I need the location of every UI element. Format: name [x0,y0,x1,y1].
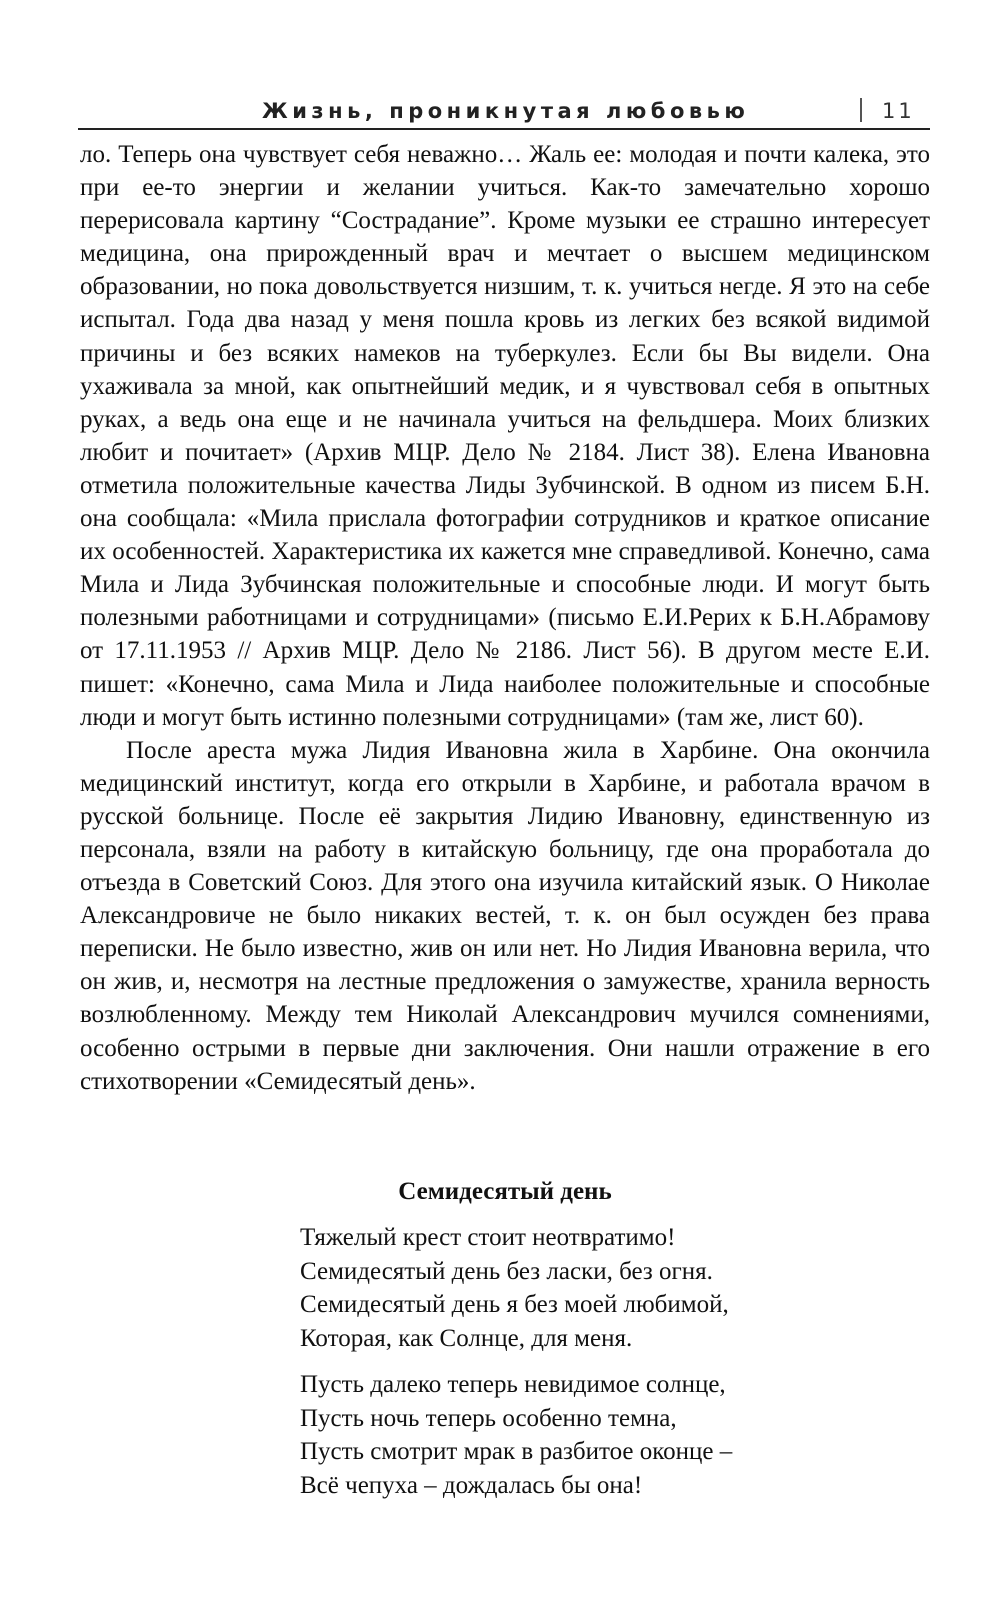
poem-line: Пусть смотрит мрак в разбитое оконце – [300,1438,733,1465]
poem-line: Всё чепуха – дождалась бы она! [300,1471,643,1499]
running-title: Жизнь, проникнутая любовью [262,99,750,123]
poem-title: Семидесятый день [398,1178,612,1205]
header-divider [860,98,862,122]
paragraph: После ареста мужа Лидия Ивановна жила в Харбине. Она окончила медицинский институт, когда его открыли в Харбине, и работала врачом в русской больнице. После её закрытия Лидию Ивановну, единственную из персонала, взяли на работу в китайскую больницу, где она проработала до отъезда в Советский Союз. Для этого она изучила китайский язык. О Николае Александровиче не было никаких вестей, т. к. он был осужден без права переписки. Не было известно, жив он или нет. Но Лидия Ивановна верила, что он жив, и, несмотря на лестные предложения о замужестве, хранила верность возлюбленному. Между тем Николай Александрович мучился сомнениями, особенно острыми в первые дни заключения. Они нашли отражение в его стихотворении «Семидесятый день». [80,736,930,1095]
page-number: 11 [882,99,915,123]
poem-line: Пусть далеко теперь невидимое солнце, [300,1371,726,1398]
poem-line: Семидесятый день без ласки, без огня. [300,1257,713,1285]
paragraph-continued: ло. Теперь она чувствует себя неважно… Жаль ее: молодая и почти калека, это при ее-то энергии и желании учиться. Как-то замечательно хорошо перерисовала картину “Сострадание”. Кроме музыки ее страшно интересует медицина, она прирожденный врач и мечтает о высшем медицинском образовании, но пока довольствуется низшим, т. к. учиться негде. Я это на себе испытал. Года два назад у меня пошла кровь из легких без всякой видимой причины и без всяких намеков на туберкулез. Если бы Вы видели. Она ухаживала за мной, как опытнейший медик, и я чувствовал себя в опытных руках, а ведь она еще и не начинала учиться на фельдшера. Моих близких любит и почитает» (Архив МЦР. Дело № 2184. Лист 38). Елена Ивановна отметила положительные качества Лиды Зубчинской. В одном из писем Б.Н. она сообщала: «Мила прислала фотографии сотрудников и краткое описание их особенностей. Характеристика их кажется мне справедливой. Конечно, сама Мила и Лида Зубчинская положительные и способные люди. И могут быть полезными работницами и сотрудницами» (письмо Е.И.Рерих к Б.Н.Абрамову от 17.11.1953 // Архив МЦР. Дело № 2186. Лист 56). В другом месте Е.И. пишет: «Конечно, сама Мила и Лида наиболее положительные и способные люди и могут быть истинно полезными сотрудницами» (там же, лист 60). [80,141,930,731]
poem-line: Которая, как Солнце, для меня. [300,1324,633,1352]
poem-line: Пусть ночь теперь особенно темна, [300,1404,677,1432]
poem-stanza-1 [300,1221,729,1355]
running-header [78,96,930,130]
poem-stanza-2 [300,1368,732,1502]
poem-line: Тяжелый крест стоит неотвратимо! [300,1224,676,1251]
main-text [80,138,930,1098]
poem-line: Семидесятый день я без моей любимой, [300,1291,729,1318]
